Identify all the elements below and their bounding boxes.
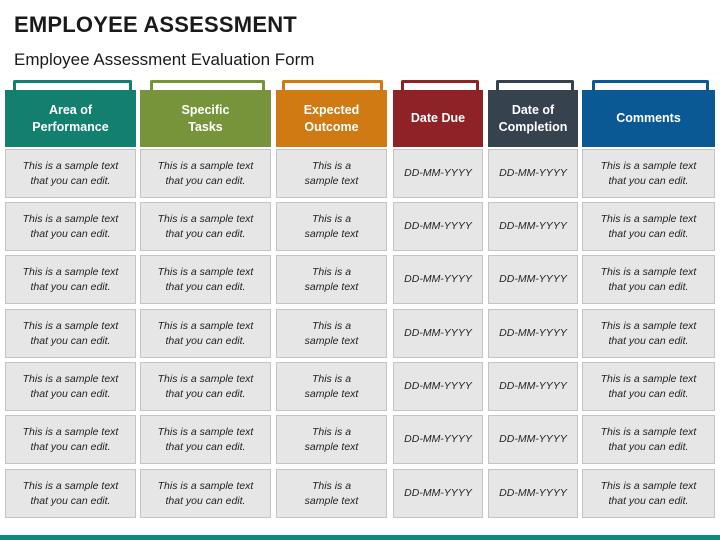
table-cell-area[interactable]: This is a sample text that you can edit. xyxy=(5,469,136,518)
bottom-accent-bar xyxy=(0,535,720,540)
column-header-area: Area of Performance xyxy=(5,90,136,147)
table-cell-tasks[interactable]: This is a sample text that you can edit. xyxy=(140,202,271,251)
table-cell-area[interactable]: This is a sample text that you can edit. xyxy=(5,362,136,411)
table-cell-tasks[interactable]: This is a sample text that you can edit. xyxy=(140,255,271,304)
column-header-completion: Date of Completion xyxy=(488,90,578,147)
table-cell-completion[interactable]: DD-MM-YYYY xyxy=(488,415,578,464)
column-header-date_due: Date Due xyxy=(393,90,483,147)
table-cell-tasks[interactable]: This is a sample text that you can edit. xyxy=(140,362,271,411)
table-cell-area[interactable]: This is a sample text that you can edit. xyxy=(5,415,136,464)
table-cell-completion[interactable]: DD-MM-YYYY xyxy=(488,362,578,411)
table-cell-area[interactable]: This is a sample text that you can edit. xyxy=(5,149,136,198)
table-cell-area[interactable]: This is a sample text that you can edit. xyxy=(5,309,136,358)
column-header-tasks: Specific Tasks xyxy=(140,90,271,147)
table-cell-date_due[interactable]: DD-MM-YYYY xyxy=(393,309,483,358)
table-cell-date_due[interactable]: DD-MM-YYYY xyxy=(393,415,483,464)
table-cell-outcome[interactable]: This is a sample text xyxy=(276,309,387,358)
table-cell-date_due[interactable]: DD-MM-YYYY xyxy=(393,149,483,198)
table-cell-completion[interactable]: DD-MM-YYYY xyxy=(488,202,578,251)
table-cell-outcome[interactable]: This is a sample text xyxy=(276,255,387,304)
table-cell-completion[interactable]: DD-MM-YYYY xyxy=(488,255,578,304)
table-cell-comments[interactable]: This is a sample text that you can edit. xyxy=(582,202,715,251)
table-cell-tasks[interactable]: This is a sample text that you can edit. xyxy=(140,149,271,198)
table-cell-date_due[interactable]: DD-MM-YYYY xyxy=(393,255,483,304)
table-cell-date_due[interactable]: DD-MM-YYYY xyxy=(393,362,483,411)
table-cell-comments[interactable]: This is a sample text that you can edit. xyxy=(582,415,715,464)
table-cell-comments[interactable]: This is a sample text that you can edit. xyxy=(582,255,715,304)
table-cell-comments[interactable]: This is a sample text that you can edit. xyxy=(582,149,715,198)
table-cell-date_due[interactable]: DD-MM-YYYY xyxy=(393,469,483,518)
table-cell-completion[interactable]: DD-MM-YYYY xyxy=(488,149,578,198)
table-cell-comments[interactable]: This is a sample text that you can edit. xyxy=(582,309,715,358)
column-header-outcome: Expected Outcome xyxy=(276,90,387,147)
table-cell-date_due[interactable]: DD-MM-YYYY xyxy=(393,202,483,251)
table-cell-outcome[interactable]: This is a sample text xyxy=(276,362,387,411)
table-cell-area[interactable]: This is a sample text that you can edit. xyxy=(5,255,136,304)
table-cell-comments[interactable]: This is a sample text that you can edit. xyxy=(582,469,715,518)
table-cell-outcome[interactable]: This is a sample text xyxy=(276,469,387,518)
page-subtitle: Employee Assessment Evaluation Form xyxy=(14,50,315,69)
page-title: EMPLOYEE ASSESSMENT xyxy=(14,12,297,37)
table-cell-tasks[interactable]: This is a sample text that you can edit. xyxy=(140,309,271,358)
table-cell-tasks[interactable]: This is a sample text that you can edit. xyxy=(140,415,271,464)
table-cell-completion[interactable]: DD-MM-YYYY xyxy=(488,309,578,358)
table-cell-outcome[interactable]: This is a sample text xyxy=(276,202,387,251)
table-cell-area[interactable]: This is a sample text that you can edit. xyxy=(5,202,136,251)
table-cell-outcome[interactable]: This is a sample text xyxy=(276,149,387,198)
table-cell-completion[interactable]: DD-MM-YYYY xyxy=(488,469,578,518)
table-cell-tasks[interactable]: This is a sample text that you can edit. xyxy=(140,469,271,518)
table-cell-comments[interactable]: This is a sample text that you can edit. xyxy=(582,362,715,411)
table-cell-outcome[interactable]: This is a sample text xyxy=(276,415,387,464)
column-header-comments: Comments xyxy=(582,90,715,147)
